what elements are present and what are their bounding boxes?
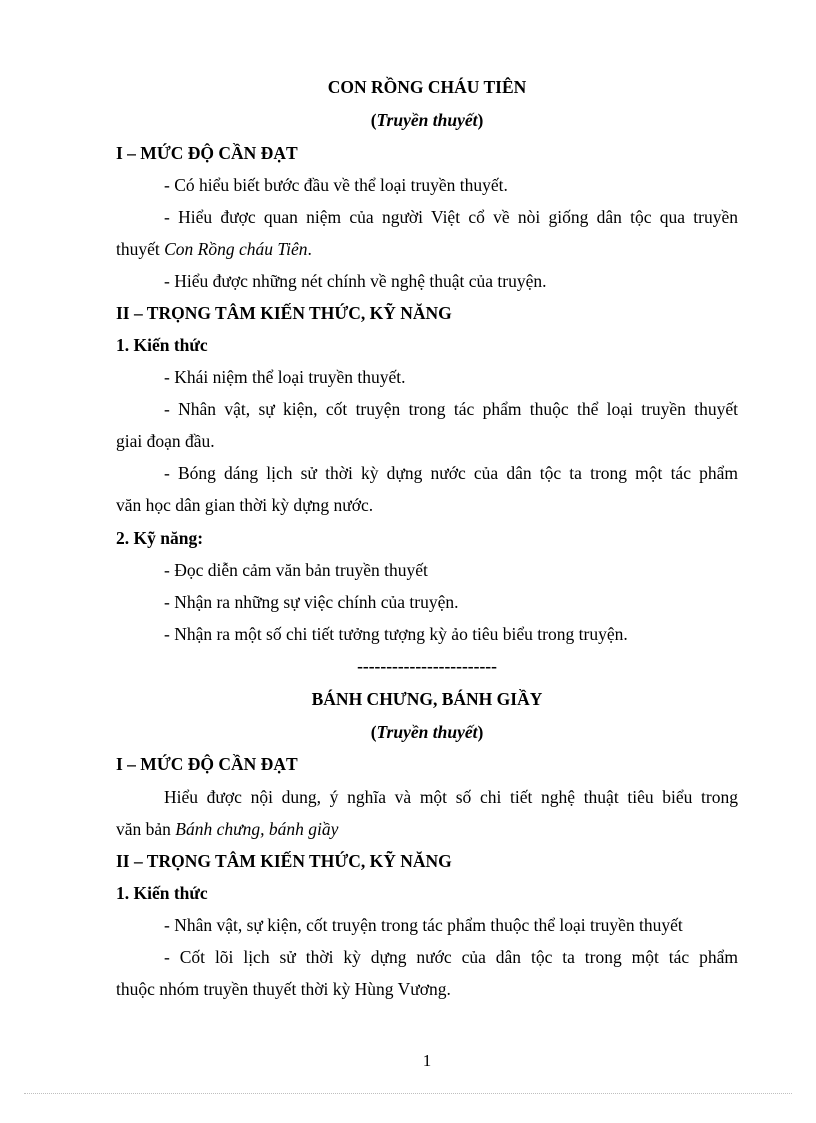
goal-item: - Có hiểu biết bước đầu về thể loại truyền thuyết. <box>164 175 508 195</box>
section-heading-focus: II – TRỌNG TÂM KIẾN THỨC, KỸ NĂNG <box>116 303 452 323</box>
genre-open-paren: ( <box>370 110 377 130</box>
text-fragment: . <box>307 239 312 259</box>
story-title: CON RỒNG CHÁU TIÊN <box>327 77 527 97</box>
genre-close-paren: ) <box>477 722 484 742</box>
skill-item: - Nhận ra những sự việc chính của truyện. <box>164 592 459 612</box>
genre-close-paren: ) <box>477 110 484 130</box>
section-heading-goals: I – MỨC ĐỘ CẦN ĐẠT <box>116 754 298 774</box>
knowledge-item-continuation: giai đoạn đầu. <box>116 431 215 451</box>
skill-item: - Nhận ra một số chi tiết tưởng tượng kỳ ảo tiêu biểu trong truyện. <box>164 624 628 644</box>
goal-item: - Hiểu được những nét chính về nghệ thuật của truyện. <box>164 271 547 291</box>
section-heading-goals: I – MỨC ĐỘ CẦN ĐẠT <box>116 143 298 163</box>
knowledge-item-continuation: thuộc nhóm truyền thuyết thời kỳ Hùng Vương. <box>116 979 451 999</box>
story-genre <box>116 721 738 743</box>
knowledge-item-continuation: văn học dân gian thời kỳ dựng nước. <box>116 495 374 515</box>
genre-label: Truyền thuyết <box>376 110 478 130</box>
work-title: Con Rồng cháu Tiên <box>164 239 308 259</box>
goal-item-continuation <box>116 238 738 260</box>
work-title: Bánh chưng, bánh giầy <box>175 819 339 839</box>
text-fragment: thuyết <box>116 239 165 259</box>
page-number: 1 <box>422 1051 432 1070</box>
goal-item: Hiểu được nội dung, ý nghĩa và một số chi tiết nghệ thuật tiêu biểu trong <box>164 787 738 807</box>
subheading-knowledge: 1. Kiến thức <box>116 335 208 355</box>
section-heading-focus: II – TRỌNG TÂM KIẾN THỨC, KỸ NĂNG <box>116 851 452 871</box>
goal-item-continuation <box>116 818 738 840</box>
genre-label: Truyền thuyết <box>376 722 478 742</box>
goal-item: - Hiểu được quan niệm của người Việt cổ về nòi giống dân tộc qua truyền <box>164 207 738 227</box>
subheading-knowledge: 1. Kiến thức <box>116 883 208 903</box>
subheading-skills: 2. Kỹ năng: <box>116 528 204 548</box>
story-genre <box>116 109 738 131</box>
story-title: BÁNH CHƯNG, BÁNH GIẦY <box>311 689 543 709</box>
knowledge-item: - Nhân vật, sự kiện, cốt truyện trong tác phẩm thuộc thể loại truyền thuyết <box>164 399 738 419</box>
page-footer-divider <box>24 1093 792 1094</box>
section-separator: ------------------------ <box>357 656 497 676</box>
knowledge-item: - Bóng dáng lịch sử thời kỳ dựng nước của dân tộc ta trong một tác phẩm <box>164 463 738 483</box>
knowledge-item: - Nhân vật, sự kiện, cốt truyện trong tác phẩm thuộc thể loại truyền thuyết <box>164 915 683 935</box>
skill-item: - Đọc diễn cảm văn bản truyền thuyết <box>164 560 428 580</box>
knowledge-item: - Khái niệm thể loại truyền thuyết. <box>164 367 406 387</box>
text-fragment: văn bản <box>116 819 176 839</box>
knowledge-item: - Cốt lõi lịch sử thời kỳ dựng nước của dân tộc ta trong một tác phẩm <box>164 947 738 967</box>
genre-open-paren: ( <box>370 722 377 742</box>
